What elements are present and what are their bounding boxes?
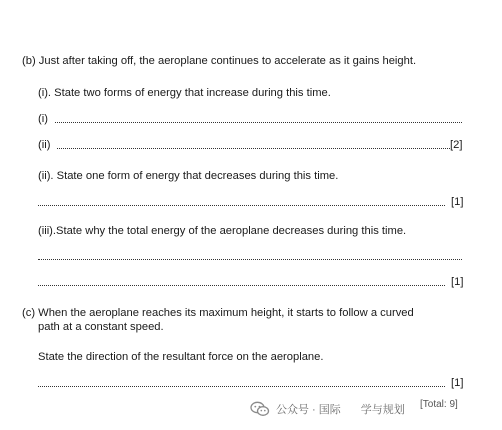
answer-line-b-iii-2[interactable] [38, 285, 445, 286]
answer-line-b-i-2[interactable] [57, 148, 450, 149]
marks-b-ii: [1] [451, 196, 464, 208]
answer-line-label-i: (i) [38, 113, 48, 125]
total-marks: [Total: 9] [420, 399, 458, 410]
answer-line-label-ii: (ii) [38, 139, 51, 151]
answer-line-b-i-1[interactable] [55, 122, 462, 123]
marks-c: [1] [451, 377, 464, 389]
question-b-ii-prompt: (ii). State one form of energy that decreases during this time. [38, 170, 339, 182]
part-b-stem: (b) Just after taking off, the aeroplane continues to accelerate as it gains height. [22, 55, 417, 67]
answer-line-c[interactable] [38, 386, 445, 387]
part-c-stem-line1: (c) When the aeroplane reaches its maximum height, it starts to follow a curved [22, 307, 414, 319]
marks-b-iii: [1] [451, 276, 464, 288]
wechat-icon [250, 401, 270, 417]
answer-line-b-ii[interactable] [38, 205, 445, 206]
watermark-footer [250, 398, 405, 420]
watermark-text: 公众号 · 国际 [276, 404, 341, 416]
marks-b-i: [2] [450, 139, 463, 151]
watermark-text-2: 学与规划 [360, 404, 405, 416]
answer-line-b-iii-1[interactable] [38, 259, 462, 260]
question-b-iii-prompt: (iii).State why the total energy of the aeroplane decreases during this time. [38, 225, 407, 237]
question-c-prompt: State the direction of the resultant force on the aeroplane. [38, 351, 324, 363]
part-c-stem-line2: path at a constant speed. [38, 321, 164, 333]
question-b-i-prompt: (i). State two forms of energy that increase during this time. [38, 87, 331, 99]
